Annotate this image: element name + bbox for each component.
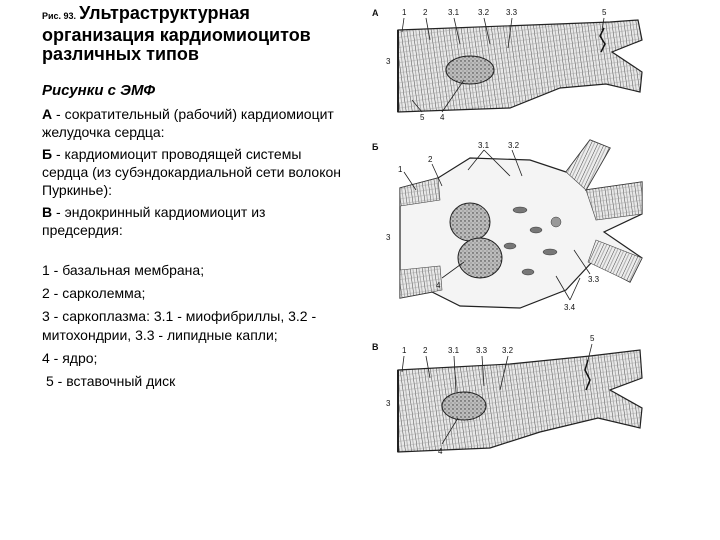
legend-item: 3 - саркоплазма: 3.1 - миофибриллы, 3.2 - митохондрии, 3.3 - липидные капли; [42, 308, 317, 343]
label-b-3-2: 3.2 [508, 141, 520, 150]
label-a-3: 3 [386, 57, 391, 66]
subtitle: Рисунки с ЭМФ [42, 82, 156, 99]
text-column [42, 4, 342, 395]
description-c [42, 203, 342, 239]
description-a [42, 105, 342, 141]
label-a-5-bottom: 5 [420, 113, 425, 122]
label-a-2: 2 [423, 8, 428, 17]
label-c-3: 3 [386, 399, 391, 408]
nucleus-b2 [458, 238, 502, 278]
myocyte-a-body [398, 20, 642, 112]
figure-number: Рис. 93. [42, 11, 77, 21]
label-a-5: 5 [602, 8, 607, 17]
label-b-1: 1 [398, 165, 403, 174]
panel-a-letter: А [372, 8, 379, 18]
description-b [42, 145, 342, 199]
nucleus-a [446, 56, 494, 84]
panel-b-letter: Б [372, 142, 379, 152]
label-c-1: 1 [402, 346, 407, 355]
label-a-3-1: 3.1 [448, 8, 460, 17]
legend-item: 1 - базальная мембрана; [42, 262, 205, 278]
description-c-text: - эндокринный кардиомиоцит из предсердия: [42, 204, 266, 238]
legend-item: 4 - ядро; [42, 350, 98, 366]
label-c-2: 2 [423, 346, 428, 355]
label-b-3-4: 3.4 [564, 303, 576, 312]
page-title [42, 4, 342, 64]
label-c-3-2: 3.2 [502, 346, 514, 355]
cardiomyocyte-figure [360, 0, 644, 510]
description-b-letter: Б [42, 146, 53, 162]
panel-c [372, 334, 642, 456]
label-c-3-3: 3.3 [476, 346, 488, 355]
figure-drawing [360, 0, 644, 510]
myofibril-b4 [586, 182, 642, 220]
label-b-2: 2 [428, 155, 433, 164]
label-a-3-3: 3.3 [506, 8, 518, 17]
label-b-3-1: 3.1 [478, 141, 490, 150]
description-a-letter: А [42, 106, 53, 122]
legend-item: 2 - сарколемма; [42, 285, 146, 301]
myocyte-c-body [398, 350, 642, 452]
legend [42, 261, 342, 391]
label-b-3: 3 [386, 233, 391, 242]
label-c-5: 5 [590, 334, 595, 343]
label-a-4: 4 [440, 113, 445, 122]
description-a-text: - сократительный (рабочий) кардиомиоцит желудочка сердца: [42, 106, 334, 140]
label-c-4: 4 [438, 447, 443, 456]
label-a-3-2: 3.2 [478, 8, 490, 17]
nucleus-b1 [450, 203, 490, 241]
legend-item: 5 - вставочный диск [46, 373, 176, 389]
label-b-3-3: 3.3 [588, 275, 600, 284]
label-a-1: 1 [402, 8, 407, 17]
panel-c-letter: В [372, 342, 379, 352]
panel-a [372, 8, 642, 122]
title-text: Ультраструктурная организация кардиомиоцитов различных типов [42, 3, 311, 64]
label-b-4: 4 [436, 281, 441, 290]
panel-b [372, 140, 642, 312]
label-c-3-1: 3.1 [448, 346, 460, 355]
description-b-text: - кардиомиоцит проводящей системы сердца (из субэндокардиальной сети волокон Пуркинье): [42, 146, 342, 198]
nucleus-c [442, 392, 486, 420]
description-c-letter: В [42, 204, 53, 220]
